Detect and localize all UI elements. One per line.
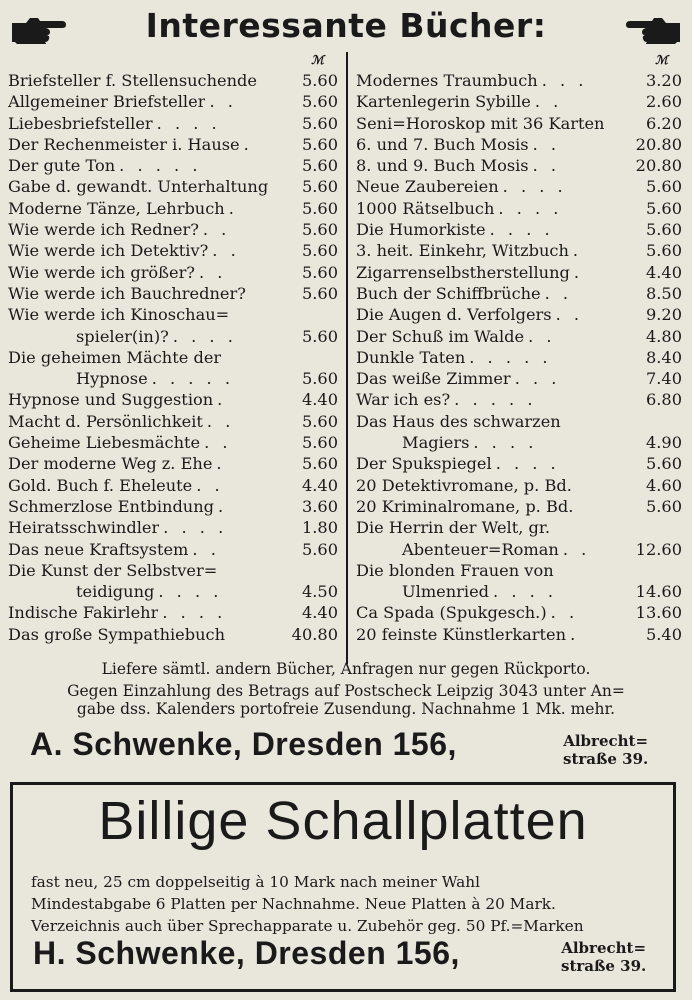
book-price: 4.80 bbox=[645, 326, 682, 346]
book-list-item bbox=[356, 389, 682, 410]
book-list-item bbox=[8, 389, 338, 410]
book-title: Die Humorkiste bbox=[356, 220, 486, 240]
book-title: teidigung bbox=[76, 582, 155, 602]
book-title: Wie werde ich Bauchredner? bbox=[8, 283, 246, 303]
book-title: Seni=Horoskop mit 36 Karten bbox=[356, 113, 605, 133]
book-title: Die blonden Frauen von bbox=[356, 560, 554, 580]
records-ad-line: fast neu, 25 cm doppelseitig à 10 Mark nach meiner Wahl bbox=[31, 873, 480, 891]
book-list-item bbox=[356, 326, 682, 347]
records-ad-line: Mindestabgabe 6 Platten per Nachnahme. Neue Platten à 20 Mark. bbox=[31, 895, 556, 913]
book-title: Der Schuß im Walde bbox=[356, 326, 525, 346]
leader-dots: . . bbox=[532, 134, 561, 154]
currency-symbol: ℳ bbox=[655, 53, 668, 67]
book-title: Allgemeiner Briefsteller bbox=[8, 92, 206, 112]
leader-dots: . bbox=[218, 496, 228, 516]
book-price: 5.60 bbox=[645, 454, 682, 474]
book-title: Liebesbriefsteller bbox=[8, 113, 153, 133]
book-price: 3.60 bbox=[301, 496, 338, 516]
leader-dots: . . . . bbox=[172, 326, 237, 346]
book-title: Indische Fakirlehr bbox=[8, 603, 159, 623]
leader-dots: . bbox=[570, 624, 580, 644]
book-price: 20.80 bbox=[635, 134, 682, 154]
book-title: 20 feinste Künstlerkarten bbox=[356, 624, 567, 644]
book-title: Das Haus des schwarzen bbox=[356, 411, 561, 431]
book-price: 5.60 bbox=[301, 369, 338, 389]
book-title: Ca Spada (Spukgesch.) bbox=[356, 603, 547, 623]
book-price: 4.50 bbox=[301, 582, 338, 602]
book-title: 1000 Rätselbuch bbox=[356, 198, 495, 218]
book-list-item bbox=[356, 262, 682, 283]
book-list-item bbox=[356, 560, 682, 581]
book-title: Der Rechenmeister i. Hause bbox=[8, 134, 240, 154]
book-title: Abenteuer=Roman bbox=[402, 539, 559, 559]
book-price: 5.60 bbox=[301, 241, 338, 261]
leader-dots: . . . . bbox=[502, 177, 567, 197]
footnote-line: Liefere sämtl. andern Bücher, Anfragen nur gegen Rückporto. bbox=[101, 660, 591, 678]
book-list-item bbox=[8, 347, 338, 368]
book-price: 6.20 bbox=[645, 113, 682, 133]
book-list-item bbox=[356, 219, 682, 240]
book-title: Wie werde ich Kinoschau= bbox=[8, 305, 230, 325]
records-ad-box bbox=[10, 782, 676, 992]
book-list-item bbox=[356, 581, 682, 602]
book-title: Briefsteller f. Stellensuchende bbox=[8, 71, 258, 90]
book-list-item bbox=[8, 475, 338, 496]
book-list-item bbox=[8, 539, 338, 560]
book-price: 1.80 bbox=[301, 518, 338, 538]
book-list-item bbox=[356, 368, 682, 389]
pointing-hand-right-icon bbox=[10, 14, 66, 44]
book-price: 6.80 bbox=[645, 390, 682, 410]
book-title: Modernes Traumbuch bbox=[356, 71, 538, 90]
book-title: Zigarrenselbstherstellung bbox=[356, 262, 570, 282]
book-price: 4.40 bbox=[301, 603, 338, 623]
book-title: 3. heit. Einkehr, Witzbuch bbox=[356, 241, 569, 261]
book-list-item bbox=[8, 368, 338, 389]
book-title: Das große Sympathiebuch bbox=[8, 624, 226, 644]
header bbox=[8, 4, 684, 54]
book-title: Das weiße Zimmer bbox=[356, 369, 511, 389]
leader-dots: . . . . bbox=[495, 454, 560, 474]
leader-dots: . . . . bbox=[158, 582, 223, 602]
book-title: Ulmenried bbox=[402, 582, 490, 602]
book-price: 4.60 bbox=[645, 475, 682, 495]
leader-dots: . . bbox=[204, 433, 232, 453]
book-price: 4.40 bbox=[301, 475, 338, 495]
footnote-line-2: Gegen Einzahlung des Betrags auf Postscheck Leipzig 3043 unter An= bbox=[67, 682, 625, 700]
leader-dots: . . . . bbox=[493, 582, 558, 602]
book-list-item bbox=[356, 176, 682, 197]
left-book-list bbox=[8, 50, 338, 645]
leader-dots: . . bbox=[532, 156, 561, 176]
book-price: 20.80 bbox=[635, 156, 682, 176]
leader-dots: . . . . bbox=[498, 198, 563, 218]
book-title: spieler(in)? bbox=[76, 326, 169, 346]
book-list-item bbox=[8, 326, 338, 347]
book-price: 5.60 bbox=[301, 326, 338, 346]
book-list-item bbox=[8, 517, 338, 538]
right-book-list bbox=[356, 50, 682, 645]
pointing-hand-left-icon bbox=[626, 14, 682, 44]
book-title: Geheime Liebesmächte bbox=[8, 433, 201, 453]
book-list-item bbox=[356, 517, 682, 538]
leader-dots: . . bbox=[534, 92, 563, 112]
book-price: 5.60 bbox=[645, 198, 682, 218]
book-price: 5.60 bbox=[301, 220, 338, 240]
book-title: Wie werde ich größer? bbox=[8, 262, 195, 282]
street-line: Albrecht= bbox=[563, 732, 649, 750]
book-title: Neue Zaubereien bbox=[356, 177, 499, 197]
book-price: 5.60 bbox=[301, 156, 338, 176]
book-list-item bbox=[8, 602, 338, 623]
book-list-item bbox=[356, 347, 682, 368]
book-list-item bbox=[356, 475, 682, 496]
book-price: 9.20 bbox=[645, 305, 682, 325]
book-title: 6. und 7. Buch Mosis bbox=[356, 134, 529, 154]
book-title: Der gute Ton bbox=[8, 156, 116, 176]
book-list-item bbox=[8, 176, 338, 197]
leader-dots: . . bbox=[550, 603, 579, 623]
book-title: Das neue Kraftsystem bbox=[8, 539, 189, 559]
leader-dots: . . bbox=[202, 220, 231, 240]
leader-dots: . . . . bbox=[473, 433, 538, 453]
book-title: 20 Kriminalromane, p. Bd. bbox=[356, 496, 574, 516]
leader-dots: . . . bbox=[541, 71, 588, 90]
book-list-item bbox=[356, 411, 682, 432]
book-price: 5.40 bbox=[645, 624, 682, 644]
book-list-item bbox=[8, 155, 338, 176]
book-title: Der Spukspiegel bbox=[356, 454, 492, 474]
book-title: Gabe d. gewandt. Unterhaltung bbox=[8, 177, 269, 197]
leader-dots: . . . . bbox=[156, 113, 221, 133]
leader-dots: . . . bbox=[514, 369, 561, 389]
book-title: Die geheimen Mächte der bbox=[8, 347, 222, 367]
book-list-item bbox=[356, 198, 682, 219]
book-price: 5.60 bbox=[645, 177, 682, 197]
leader-dots: . . . . . bbox=[469, 347, 552, 367]
leader-dots: . bbox=[573, 262, 584, 282]
book-price: 12.60 bbox=[635, 539, 682, 559]
book-title: War ich es? bbox=[356, 390, 451, 410]
street-line: straße 39. bbox=[561, 957, 647, 975]
leader-dots: . . . . bbox=[489, 220, 554, 240]
book-list-item bbox=[8, 240, 338, 261]
book-title: Hypnose und Suggestion bbox=[8, 390, 214, 410]
book-list-item bbox=[356, 432, 682, 453]
book-list-item bbox=[8, 134, 338, 155]
book-title: Die Augen d. Verfolgers bbox=[356, 305, 552, 325]
book-list-item bbox=[356, 304, 682, 325]
book-list-item bbox=[8, 560, 338, 581]
book-price: 13.60 bbox=[635, 603, 682, 623]
book-price: 7.40 bbox=[645, 369, 682, 389]
book-price: 5.60 bbox=[645, 241, 682, 261]
book-price: 3.20 bbox=[645, 71, 682, 90]
book-title: Dunkle Taten bbox=[356, 347, 466, 367]
leader-dots: . . bbox=[196, 475, 224, 495]
leader-dots: . . bbox=[206, 411, 235, 431]
leader-dots: . . . . . bbox=[151, 369, 234, 389]
leader-dots: . bbox=[217, 390, 227, 410]
book-list-item bbox=[8, 198, 338, 219]
leader-dots: . bbox=[228, 198, 238, 218]
leader-dots: . bbox=[216, 454, 226, 474]
leader-dots: . bbox=[572, 241, 583, 261]
book-price: 5.60 bbox=[301, 134, 338, 154]
book-price: 4.40 bbox=[301, 390, 338, 410]
book-title: 20 Detektivromane, p. Bd. bbox=[356, 475, 572, 495]
book-price: 5.60 bbox=[645, 496, 682, 516]
book-title: Hypnose bbox=[76, 369, 148, 389]
leader-dots: . . bbox=[528, 326, 556, 346]
leader-dots: . . . . bbox=[163, 518, 228, 538]
book-price: 4.40 bbox=[645, 262, 682, 282]
leader-dots: . . bbox=[199, 262, 227, 282]
book-price: 5.60 bbox=[301, 262, 338, 282]
book-price: 2.60 bbox=[645, 92, 682, 112]
book-title: Moderne Tänze, Lehrbuch bbox=[8, 198, 225, 218]
book-list-item bbox=[8, 411, 338, 432]
book-price: 5.60 bbox=[301, 539, 338, 559]
book-price: 5.60 bbox=[301, 411, 338, 431]
book-title: Gold. Buch f. Eheleute bbox=[8, 475, 193, 495]
book-price: 40.80 bbox=[291, 624, 338, 644]
column-divider bbox=[346, 52, 348, 664]
records-seller-name: H. Schwenke, Dresden 156, bbox=[33, 935, 460, 971]
book-price: 5.60 bbox=[301, 454, 338, 474]
book-list-item bbox=[8, 432, 338, 453]
book-price: 5.60 bbox=[645, 220, 682, 240]
book-title: Heiratsschwindler bbox=[8, 518, 160, 538]
book-list-item bbox=[8, 581, 338, 602]
book-list-item bbox=[8, 219, 338, 240]
book-list-item bbox=[356, 283, 682, 304]
book-title: Magiers bbox=[402, 433, 470, 453]
book-price: 5.60 bbox=[301, 71, 338, 90]
book-price: 5.60 bbox=[301, 283, 338, 303]
book-list-item bbox=[8, 624, 338, 645]
leader-dots: . . bbox=[209, 92, 237, 112]
book-list-item bbox=[356, 155, 682, 176]
book-title: Macht d. Persönlichkeit bbox=[8, 411, 203, 431]
book-price: 5.60 bbox=[301, 177, 338, 197]
book-list-item bbox=[356, 113, 682, 134]
book-list-item bbox=[356, 91, 682, 112]
leader-dots: . . . . . bbox=[119, 156, 202, 176]
records-ad-line: Verzeichnis auch über Sprechapparate u. Zubehör geg. 50 Pf.=Marken bbox=[31, 917, 584, 935]
book-list-item bbox=[356, 134, 682, 155]
book-list-item bbox=[356, 453, 682, 474]
leader-dots: . . bbox=[212, 241, 240, 261]
book-title: Schmerzlose Entbindung bbox=[8, 496, 215, 516]
book-price: 5.60 bbox=[301, 92, 338, 112]
leader-dots: . . bbox=[562, 539, 591, 559]
book-title: Der moderne Weg z. Ehe bbox=[8, 454, 213, 474]
footnote-line-3: gabe dss. Kalenders portofreie Zusendung. Nachnahme 1 Mk. mehr. bbox=[76, 700, 616, 718]
street-line: Albrecht= bbox=[561, 939, 647, 957]
book-list-item bbox=[356, 70, 682, 91]
book-price: 8.40 bbox=[645, 347, 682, 367]
records-seller-street bbox=[561, 939, 646, 975]
book-price: 4.90 bbox=[645, 433, 682, 453]
book-title: Buch der Schiffbrüche bbox=[356, 283, 541, 303]
book-title: 8. und 9. Buch Mosis bbox=[356, 156, 529, 176]
book-price: 5.60 bbox=[301, 113, 338, 133]
book-list-item bbox=[8, 113, 338, 134]
book-list-item bbox=[8, 262, 338, 283]
book-list-item bbox=[8, 283, 338, 304]
footnote-line bbox=[8, 682, 684, 718]
book-list-item bbox=[356, 240, 682, 261]
header-title: Interessante Bücher: bbox=[145, 6, 547, 45]
seller-name: A. Schwenke, Dresden 156, bbox=[30, 726, 457, 762]
book-list-item bbox=[8, 91, 338, 112]
book-list-item bbox=[356, 539, 682, 560]
leader-dots: . bbox=[243, 134, 253, 154]
book-title: Die Kunst der Selbstver= bbox=[8, 560, 218, 580]
book-list-item bbox=[8, 453, 338, 474]
leader-dots: . . bbox=[544, 283, 573, 303]
book-list-item bbox=[8, 304, 338, 325]
book-price: 8.50 bbox=[645, 283, 682, 303]
book-list-item bbox=[356, 624, 682, 645]
book-list-item bbox=[8, 70, 338, 91]
book-title: Die Herrin der Welt, gr. bbox=[356, 518, 550, 538]
book-price: 5.60 bbox=[301, 198, 338, 218]
currency-symbol: ℳ bbox=[311, 53, 324, 67]
leader-dots: . . . . . bbox=[454, 390, 537, 410]
book-title: Kartenlegerin Sybille bbox=[356, 92, 531, 112]
book-list-item bbox=[356, 496, 682, 517]
records-ad-title: Billige Schallplatten bbox=[98, 791, 588, 851]
street-line: straße 39. bbox=[563, 750, 649, 768]
book-list-item bbox=[356, 602, 682, 623]
leader-dots: . . bbox=[192, 539, 220, 559]
leader-dots: . . bbox=[555, 305, 584, 325]
book-list-item bbox=[8, 496, 338, 517]
book-title: Wie werde ich Redner? bbox=[8, 220, 199, 240]
book-title: Wie werde ich Detektiv? bbox=[8, 241, 209, 261]
leader-dots: . . . . bbox=[162, 603, 227, 623]
book-price: 5.60 bbox=[301, 433, 338, 453]
seller-street bbox=[563, 732, 648, 768]
book-price: 14.60 bbox=[635, 582, 682, 602]
